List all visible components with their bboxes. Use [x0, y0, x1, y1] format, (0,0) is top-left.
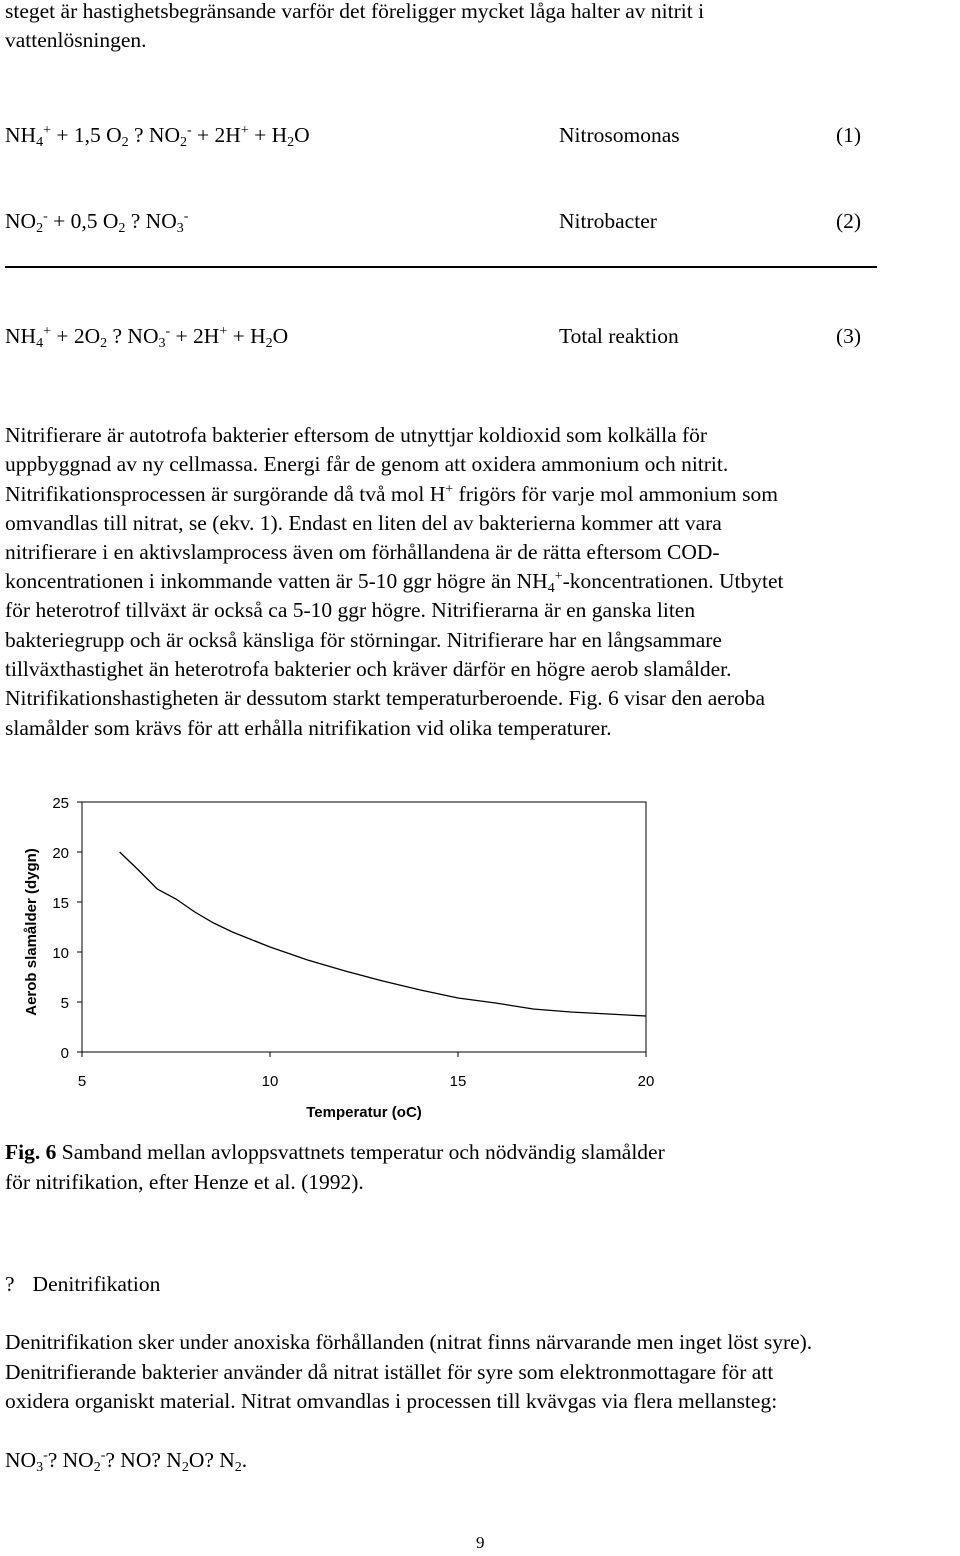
- caption-text: för nitrifikation, efter Henze et al. (1992).: [5, 1170, 364, 1194]
- bullet: ?: [5, 1272, 15, 1296]
- equation-1-organism: Nitrosomonas: [559, 123, 680, 147]
- x-axis-label: Temperatur (oC): [306, 1104, 422, 1121]
- paragraph-line: slamålder som krävs för att erhålla nitrifikation vid olika temperaturer.: [5, 716, 612, 740]
- equation-1-number: (1): [836, 123, 862, 147]
- paragraph-line: Nitrifikationsprocessen är surgörande då två mol H+ frigörs för varje mol ammonium som: [5, 482, 778, 506]
- page-number: 9: [476, 1533, 485, 1552]
- paragraph-line: Nitrifierare är autotrofa bakterier eftersom de utnyttjar koldioxid som kolkälla för: [5, 423, 708, 447]
- series-line: [120, 852, 646, 1016]
- equation-2-organism: Nitrobacter: [559, 209, 657, 233]
- y-tick-label: 25: [52, 795, 69, 812]
- intro-line: steget är hastighetsbegränsande varför det föreligger mycket låga halter av nitrit i: [5, 0, 705, 23]
- section-heading: [5, 1270, 160, 1299]
- paragraph-line: nitrifierare i en aktivslamprocess även om förhållandena är de rätta eftersom COD-: [5, 540, 720, 564]
- paragraph-line: omvandlas till nitrat, se (ekv. 1). Endast en liten del av bakterierna kommer att vara: [5, 511, 722, 535]
- reaction-chain: $NO_3^-$? $NO_2^-$? NO? $N_2O$? $N_2$.: [5, 1448, 248, 1475]
- equation-separator: [5, 266, 877, 268]
- equation-3-number: (3): [836, 324, 862, 348]
- equation-3-organism: Total reaktion: [559, 324, 679, 348]
- paragraph-line: bakteriegrupp och är också känsliga för störningar. Nitrifierare har en långsammare: [5, 628, 722, 652]
- intro-line: vattenlösningen.: [5, 28, 147, 52]
- paragraph-line: uppbyggnad av ny cellmassa. Energi får de genom att oxidera ammonium och nitrit.: [5, 452, 729, 476]
- sludge-age-chart: [0, 770, 700, 1130]
- equation-2: $NO_2^- + 0,5$ $O_2$ ? $NO_3^-$: [5, 209, 189, 236]
- equation-1: $NH_4^+ + 1,5$ $O_2$ ? $NO_2^- + 2H^+ + H_2O$: [5, 123, 310, 150]
- heading-text: Denitrifikation: [32, 1272, 161, 1296]
- y-tick-label: 5: [60, 995, 69, 1012]
- figure-caption: [5, 1137, 665, 1197]
- y-tick-label: 20: [52, 845, 69, 862]
- equation-3: $NH_4^+ + 2O_2$ ? $NO_3^- + 2H^+ + H_2O$: [5, 324, 289, 351]
- x-tick-label: 10: [261, 1073, 279, 1090]
- y-tick-label: 15: [52, 895, 69, 912]
- paragraph-line: koncentrationen i inkommande vatten är 5-10 ggr högre än $NH_4^+$-koncentrationen. Utbytet: [5, 569, 784, 596]
- x-tick-label: 20: [637, 1073, 655, 1090]
- y-tick-label: 0: [60, 1045, 69, 1062]
- caption-text: Samband mellan avloppsvattnets temperatur och nödvändig slamålder: [56, 1140, 665, 1164]
- paragraph-line: för heterotrof tillväxt är också ca 5-10 ggr högre. Nitrifierarna är en ganska liten: [5, 598, 696, 622]
- y-tick-label: 10: [52, 945, 69, 962]
- paragraph-line: Denitrifierande bakterier använder då nitrat istället för syre som elektronmottagare för att: [5, 1360, 774, 1384]
- paragraph-line: tillväxthastighet än heterotrofa bakterier och kräver därför en högre aerob slamålder.: [5, 657, 732, 681]
- paragraph-line: Denitrifikation sker under anoxiska förhållanden (nitrat finns närvarande men inget löst syre).: [5, 1330, 813, 1354]
- x-tick-label: 5: [77, 1073, 87, 1090]
- paragraph-line: Nitrifikationshastigheten är dessutom starkt temperaturberoende. Fig. 6 visar den aeroba: [5, 686, 766, 710]
- equation-2-number: (2): [836, 209, 862, 233]
- paragraph-line: oxidera organiskt material. Nitrat omvandlas i processen till kvävgas via flera mellansteg:: [5, 1389, 778, 1413]
- y-axis-label: Aerob slamålder (dygn): [23, 848, 40, 1016]
- plot-area-frame: [82, 802, 646, 1052]
- x-tick-label: 15: [449, 1073, 467, 1090]
- figure-label: Fig. 6: [5, 1140, 57, 1164]
